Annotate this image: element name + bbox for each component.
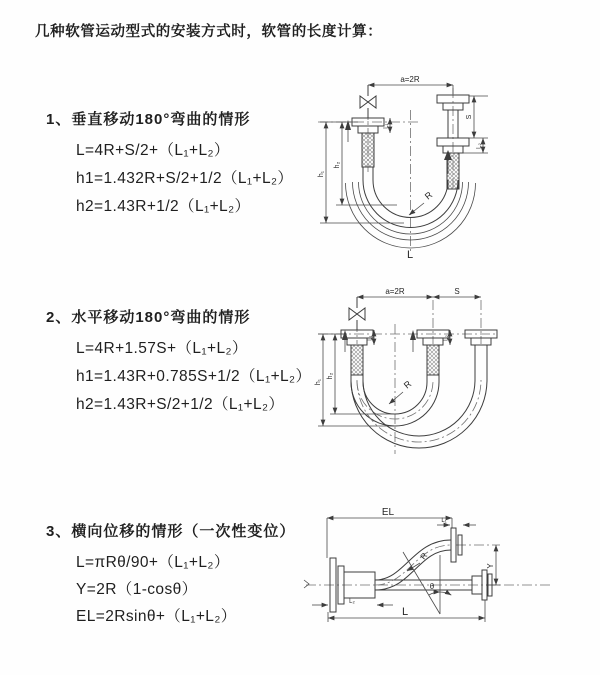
dim-label-h2: h₂	[327, 372, 334, 380]
dim-label-l1: L₁	[383, 123, 390, 129]
diagram-vertical-180-bend	[312, 72, 595, 262]
dimension-h1	[318, 122, 404, 223]
section-1-formula-h2: h2=1.43R+1/2（L₁+L₂）	[76, 198, 251, 215]
section-2-formula-h2: h2=1.43R+S/2+1/2（L₁+L₂）	[76, 396, 285, 413]
dim-label-a2r: a=2R	[400, 75, 420, 84]
left-movement-arrow	[345, 120, 351, 142]
dim-label-s: S	[454, 287, 460, 296]
section-3-formula-Y: Y=2R（1-cosθ）	[76, 581, 198, 598]
dim-label-l: L	[406, 249, 414, 261]
section-1-formula-L: L=4R+S/2+（L₁+L₂）	[76, 142, 230, 159]
dim-label-r: R	[418, 551, 430, 562]
dimension-s	[433, 287, 481, 297]
section-2-formula-h1: h1=1.43R+0.785S+1/2（L₁+L₂）	[76, 368, 312, 385]
dim-label-s: S	[466, 114, 473, 120]
dimension-l2	[312, 599, 393, 605]
dim-label-h2: h₂	[334, 161, 341, 169]
section-3-formula-L: L=πRθ/90+（L₁+L₂）	[76, 554, 230, 571]
angle-theta	[403, 552, 451, 614]
left-leg-fitting	[352, 118, 384, 167]
radius-callout	[407, 551, 429, 571]
dim-label-h1: h₁	[318, 170, 325, 178]
page-title: 几种软管运动型式的安装方式时，软管的长度计算：	[35, 24, 383, 40]
section-3-heading: 3、横向位移的情形（一次性变位）	[46, 523, 296, 540]
break-mark	[304, 580, 309, 588]
valve-icon	[349, 297, 365, 330]
valve-icon	[360, 85, 376, 118]
dim-label-l2: L₂	[443, 335, 450, 341]
diagram-lateral-displacement	[300, 500, 598, 660]
dimension-el	[327, 507, 452, 558]
section-3-formula-EL: EL=2Rsinθ+（L₁+L₂）	[76, 608, 237, 625]
section-1-formula-h1: h1=1.432R+S/2+1/2（L₁+L₂）	[76, 170, 294, 187]
dim-label-l: L	[401, 606, 409, 618]
diagram-horizontal-180-bend	[310, 282, 600, 462]
section-1-heading: 1、垂直移动180°弯曲的情形	[46, 111, 251, 128]
section-2-formula-L: L=4R+1.57S+（L₁+L₂）	[76, 340, 248, 357]
dim-label-l2: L₂	[476, 143, 483, 149]
dim-label-theta: θ	[429, 582, 435, 591]
dim-label-l2: L₂	[349, 599, 355, 605]
dim-label-l1: L₁	[367, 335, 374, 341]
hose-arcs	[351, 352, 487, 448]
dim-label-r: R	[422, 189, 435, 202]
dim-label-el: EL	[381, 507, 395, 518]
dim-label-a2r: a=2R	[385, 287, 405, 296]
dimension-width	[357, 287, 433, 297]
dim-label-l1: L₁	[441, 518, 447, 524]
dimension-width	[368, 75, 453, 94]
radius-callout	[389, 378, 414, 404]
middle-movement-arrow	[410, 330, 416, 352]
dim-label-r: R	[401, 378, 414, 391]
section-2-heading: 2、水平移动180°弯曲的情形	[46, 309, 251, 326]
dim-label-y: Y	[486, 563, 495, 569]
dim-label-h1: h₁	[315, 378, 322, 386]
dimension-l1	[437, 518, 476, 525]
centerlines	[318, 300, 495, 454]
